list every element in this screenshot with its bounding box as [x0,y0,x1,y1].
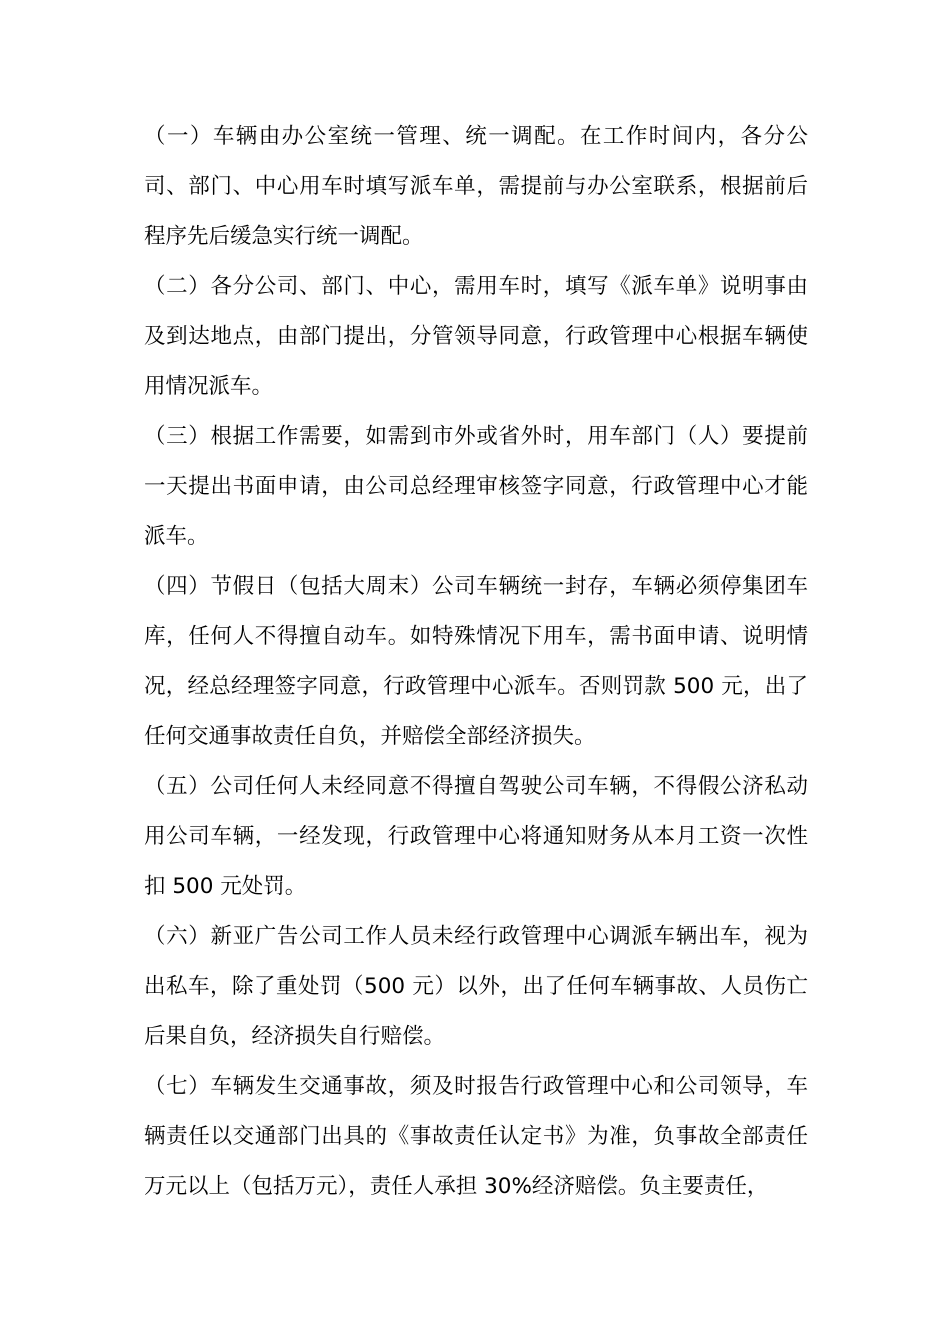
paragraph-5: （五）公司任何人未经同意不得擅自驾驶公司车辆，不得假公济私动用公司车辆，一经发现，行政管理中心将通知财务从本月工资一次性扣 500 元处罚。 [144,774,808,899]
paragraph-3: （三）根据工作需要，如需到市外或省外时，用车部门（人）要提前一天提出书面申请，由公司总经理审核签字同意，行政管理中心才能派车。 [144,424,808,549]
paragraph-7: （七）车辆发生交通事故，须及时报告行政管理中心和公司领导，车辆责任以交通部门出具的《事故责任认定书》为准，负事故全部责任万元以上（包括万元），责任人承担 30%经济赔偿。负主要责任， [144,1074,808,1199]
paragraph-6: （六）新亚广告公司工作人员未经行政管理中心调派车辆出车，视为出私车，除了重处罚（500 元）以外，出了任何车辆事故、人员伤亡后果自负，经济损失自行赔偿。 [144,924,808,1049]
document-body [144,112,808,1212]
paragraph-2: （二）各分公司、部门、中心，需用车时，填写《派车单》说明事由及到达地点，由部门提出，分管领导同意，行政管理中心根据车辆使用情况派车。 [144,274,808,399]
paragraph-4: （四）节假日（包括大周末）公司车辆统一封存，车辆必须停集团车库，任何人不得擅自动车。如特殊情况下用车，需书面申请、说明情况，经总经理签字同意，行政管理中心派车。否则罚款 500 元，出了任何交通事故责任自负，并赔偿全部经济损失。 [144,574,808,749]
paragraph-1: （一）车辆由办公室统一管理、统一调配。在工作时间内，各分公司、部门、中心用车时填写派车单，需提前与办公室联系，根据前后程序先后缓急实行统一调配。 [144,124,808,249]
